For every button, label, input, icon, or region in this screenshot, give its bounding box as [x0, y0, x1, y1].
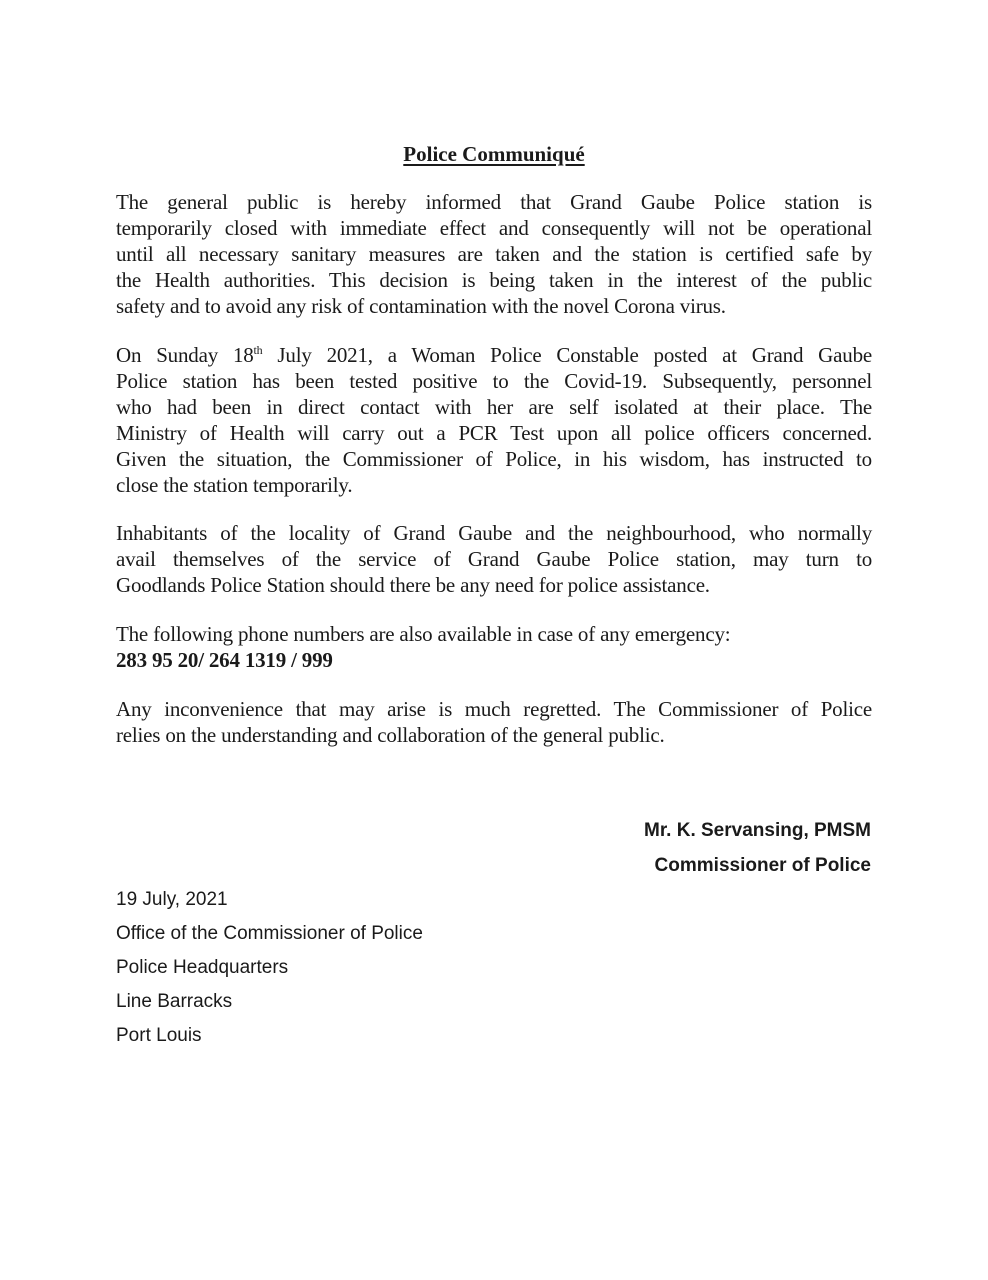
- text-line: close the station temporarily.: [116, 473, 353, 497]
- text-line: [116, 342, 872, 368]
- address-area: Line Barracks: [116, 991, 233, 1012]
- paragraph-emergency-numbers: [116, 621, 872, 673]
- paragraph-apology: [116, 696, 872, 748]
- ordinal-suffix: th: [253, 343, 263, 357]
- text-line: Any inconvenience that may arise is much regretted. The Commissioner of Police: [116, 697, 872, 721]
- address-building: Police Headquarters: [116, 957, 289, 978]
- text-line: temporarily closed with immediate effect and consequently will not be operational: [116, 216, 872, 240]
- date: 19 July, 2021: [116, 889, 228, 910]
- text-fragment: On Sunday 18: [116, 343, 254, 367]
- text-line: avail themselves of the service of Grand Gaube Police station, may turn to: [116, 547, 872, 571]
- text-line: Goodlands Police Station should there be any need for police assistance.: [116, 573, 710, 597]
- signatory-position: Commissioner of Police: [654, 855, 871, 876]
- text-line: the Health authorities. This decision is being taken in the interest of the public: [116, 268, 872, 292]
- paragraph-alternate-station: [116, 520, 872, 598]
- signatory-name: Mr. K. Servansing, PMSM: [644, 820, 871, 841]
- page-title: Police Communiqué: [403, 142, 585, 166]
- sender-address-block: [116, 888, 423, 1058]
- text-line: Police station has been tested positive to the Covid-19. Subsequently, personnel: [116, 369, 872, 393]
- paragraph-closure-notice: [116, 189, 872, 319]
- text-line: The general public is hereby informed that Grand Gaube Police station is: [116, 190, 872, 214]
- text-fragment: July 2021, a Woman Police Constable posted at Grand Gaube: [262, 343, 872, 367]
- phone-numbers: 283 95 20/ 264 1319 / 999: [116, 648, 333, 672]
- text-line: Inhabitants of the locality of Grand Gaube and the neighbourhood, who normally: [116, 521, 872, 545]
- text-line: until all necessary sanitary measures are taken and the station is certified safe by: [116, 242, 872, 266]
- paragraph-covid-case: [116, 342, 872, 498]
- text-line: The following phone numbers are also available in case of any emergency:: [116, 622, 731, 646]
- text-line: safety and to avoid any risk of contamination with the novel Corona virus.: [116, 294, 726, 318]
- text-line: who had been in direct contact with her are self isolated at their place. The: [116, 395, 872, 419]
- text-line: Ministry of Health will carry out a PCR Test upon all police officers concerned.: [116, 421, 872, 445]
- address-office: Office of the Commissioner of Police: [116, 923, 423, 944]
- text-line: relies on the understanding and collaboration of the general public.: [116, 723, 665, 747]
- text-line: Given the situation, the Commissioner of Police, in his wisdom, has instructed to: [116, 447, 872, 471]
- address-city: Port Louis: [116, 1025, 202, 1046]
